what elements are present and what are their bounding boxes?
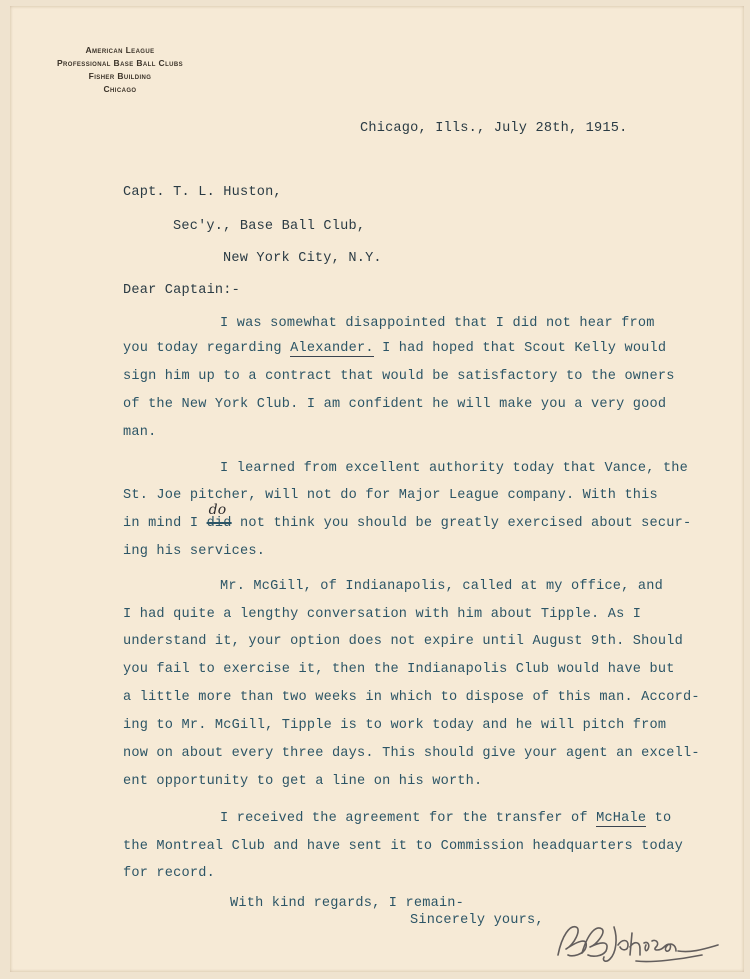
text-run: I received the agreement for the transfer of <box>220 811 597 826</box>
p2-line: St. Joe pitcher, will not do for Major League company. With this <box>123 488 658 503</box>
text-run: to <box>646 811 672 826</box>
recipient-city: New York City, N.Y. <box>223 251 382 266</box>
p1-line: I was somewhat disappointed that I did not hear from <box>220 316 655 331</box>
p2-line: I learned from excellent authority today that Vance, the <box>220 461 689 476</box>
handwritten-correction: do <box>208 502 227 518</box>
p4-line <box>220 811 671 826</box>
p1-line: man. <box>123 425 157 440</box>
p3-line: you fail to exercise it, then the Indianapolis Club would have but <box>123 662 675 677</box>
p3-line: a little more than two weeks in which to dispose of this man. Accord- <box>123 690 700 705</box>
p3-line: now on about every three days. This should give your agent an excell- <box>123 746 700 761</box>
struck-word: did <box>206 516 232 531</box>
p1-line <box>123 341 666 356</box>
underlined-name: McHale <box>596 811 647 826</box>
text-run: in mind I <box>123 516 207 531</box>
p3-line: ent opportunity to get a line on his worth. <box>123 774 483 789</box>
p3-line: I had quite a lengthy conversation with him about Tipple. As I <box>123 607 642 622</box>
p4-line: for record. <box>123 866 215 881</box>
recipient-name: Capt. T. L. Huston, <box>123 185 282 200</box>
salutation: Dear Captain:- <box>123 283 241 298</box>
letterhead-line: Fisher Building <box>88 71 152 81</box>
closing-line: Sincerely yours, <box>410 913 544 928</box>
p1-line: sign him up to a contract that would be satisfactory to the owners <box>123 369 675 384</box>
p1-line: of the New York Club. I am confident he will make you a very good <box>123 397 667 412</box>
p2-line: ing his services. <box>123 544 266 559</box>
letter-sheet <box>10 6 744 972</box>
text-run: not think you should be greatly exercised about secur- <box>231 516 692 531</box>
p3-line: Mr. McGill, of Indianapolis, called at my office, and <box>220 579 663 594</box>
letterhead <box>40 44 200 96</box>
p3-line: understand it, your option does not expire until August 9th. Should <box>123 634 683 649</box>
p3-line: ing to Mr. McGill, Tipple is to work today and he will pitch from <box>123 718 667 733</box>
dateline: Chicago, Ills., July 28th, 1915. <box>360 121 628 136</box>
p4-line: the Montreal Club and have sent it to Commission headquarters today <box>123 839 683 854</box>
correction <box>206 502 232 531</box>
signature-image <box>552 915 722 969</box>
letterhead-line: Professional Base Ball Clubs <box>56 58 184 68</box>
letterhead-line: Chicago <box>103 84 137 94</box>
letterhead-line: American League <box>85 45 155 55</box>
text-run: I had hoped that Scout Kelly would <box>373 341 667 356</box>
text-run: you today regarding <box>123 341 291 356</box>
closing-line: With kind regards, I remain- <box>230 896 465 911</box>
underlined-name: Alexander. <box>290 341 374 356</box>
p2-line <box>123 502 692 531</box>
recipient-title: Sec'y., Base Ball Club, <box>173 219 366 234</box>
